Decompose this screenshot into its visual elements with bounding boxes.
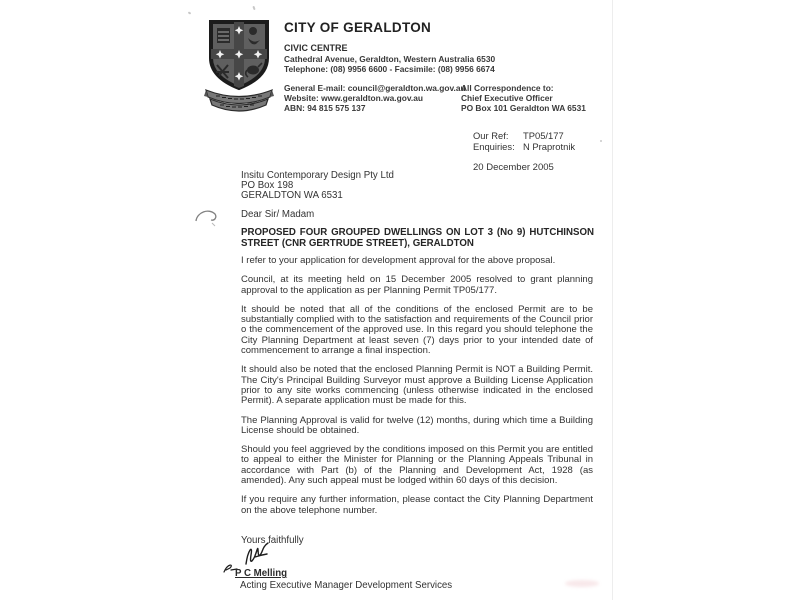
correspondence-officer: Chief Executive Officer (461, 92, 553, 103)
paragraph-5: The Planning Approval is valid for twelve (12) months, during which time a Building License should be obtained. (241, 414, 593, 436)
paragraph-3: It should be noted that all of the conditions of the enclosed Permit are to be substantially complied with to the satisfaction and requirements of the Council prior o the commencement of the approved use. In this regard you should telephone the City Planning Department at least seven (7) days prior to your intended date of commencement to arrange a final inspection. (241, 303, 593, 357)
phone-fax-line: Telephone: (08) 9956 6600 - Facsimile: (08) 9956 6674 (284, 63, 495, 74)
scan-speck (600, 140, 602, 142)
paragraph-7: If you require any further information, please contact the City Planning Department on the above telephone number. (241, 494, 593, 516)
correspondence-pobox: PO Box 101 Geraldton WA 6531 (461, 102, 586, 113)
reference-block (473, 131, 575, 152)
email-line: General E-mail: council@geraldton.wa.gov.au (284, 83, 466, 93)
scan-speck (188, 11, 192, 14)
paragraph-2: Council, at its meeting held on 15 December 2005 resolved to grant planning approval to the application as per Planning Permit TP05/177. (241, 274, 593, 296)
recipient-pobox: PO Box 198 (241, 180, 294, 192)
enquiries-row (473, 142, 575, 153)
subject-line: PROPOSED FOUR GROUPED DWELLINGS ON LOT 3 (No 9) HUTCHINSON STREET (CNR GERTRUDE STREET), GERALDTON (241, 227, 594, 249)
paragraph-4: It should also be noted that the enclosed Planning Permit is NOT a Building Permit. The City's Principal Building Surveyor must approve a Building License Application prior to any site works commencing (unless otherwise indicated in the enclosed Permit). A separate application must be made for this. (241, 364, 593, 407)
signatory-title: Acting Executive Manager Development Services (240, 580, 453, 591)
enquiries-value: N Praprotnik (523, 140, 576, 152)
recipient-name: Insitu Contemporary Design Pty Ltd (241, 170, 394, 181)
salutation: Dear Sir/ Madam (241, 209, 315, 220)
signatory-name: P C Melling (235, 568, 288, 579)
paragraph-6: Should you feel aggrieved by the conditions imposed on this Permit you are entitled to appeal to either the Minister for Planning or the Planning Appeals Tribunal in accordance with Part (b) of the Planning and Development Act, 1928 (as amended). Any such appeal must be lodged within 60 days of this decision. (241, 444, 593, 487)
paragraph-1: I refer to your application for development approval for the above proposal. (241, 255, 556, 266)
coat-of-arms-icon (204, 18, 274, 112)
org-name: CITY OF GERALDTON (284, 20, 432, 35)
scan-smudge (565, 580, 599, 587)
paper-edge-line (612, 0, 613, 600)
our-ref-label: Our Ref: (473, 130, 509, 141)
letter-body (241, 256, 593, 525)
our-ref-row (473, 131, 575, 142)
contact-block (284, 84, 466, 113)
recipient-address-block (241, 171, 394, 202)
valediction: Yours faithfully (241, 535, 304, 546)
website-line: Website: www.geraldton.wa.gov.au (284, 92, 423, 103)
abn-line: ABN: 94 815 575 137 (284, 102, 366, 113)
recipient-city: GERALDTON WA 6531 (241, 190, 343, 202)
enquiries-label: Enquiries: (473, 140, 515, 152)
our-ref-value: TP05/177 (523, 130, 564, 141)
scan-speck (252, 6, 255, 10)
pen-mark (193, 206, 221, 230)
venue-name: CIVIC CENTRE (284, 43, 348, 53)
street-address: Cathedral Avenue, Geraldton, Western Australia 6530 (284, 54, 496, 64)
letter-date: 20 December 2005 (473, 162, 554, 173)
correspondence-heading: All Correspondence to: (461, 83, 554, 93)
correspondence-block (461, 84, 586, 113)
